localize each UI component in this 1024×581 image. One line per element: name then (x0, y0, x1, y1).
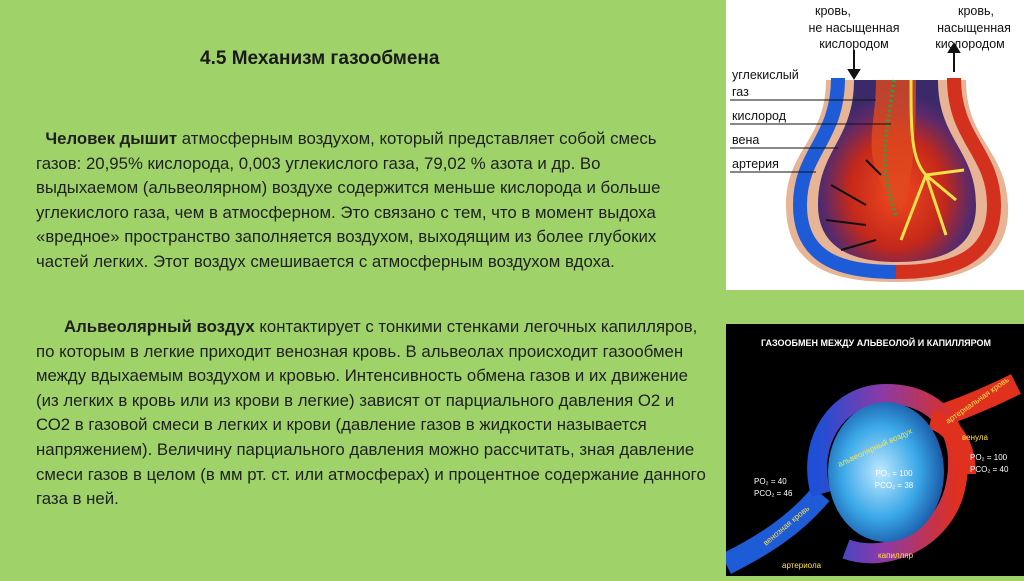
arterial-pco2: PCO₂ = 40 (970, 465, 1009, 474)
deoxygenated-label-2: не насыщенная (808, 21, 900, 35)
arterial-blood-label: артериальная кровь (943, 375, 1011, 426)
diagram-title: ГАЗООБМЕН МЕЖДУ АЛЬВЕОЛОЙ И КАПИЛЛЯРОМ (761, 338, 991, 348)
oxygenated-label-1: кровь, (958, 4, 994, 18)
deoxygenated-label-1: кровь, (815, 4, 851, 18)
arterial-values (970, 453, 1009, 474)
venous-vessel (726, 494, 821, 564)
arterial-po2: PO₂ = 100 (970, 453, 1008, 462)
label-co2-2: газ (732, 85, 749, 99)
venous-values (754, 477, 793, 498)
paragraph-2-text: контактирует с тонкими стенками легочных капилляров, по которым в легкие приходит венозная кровь. В альвеолах происходит газообмен между вдыхаемым воздухом и кровью. Интенсивность обмена газов и их движение (из легких в кровь или из крови в легкие) зависят от парциального давления О2 и СО2 в газовой смеси в легких и крови (давление газов в жидкости называется напряжением). Величину парциального давления можно рассчитать, зная давление смеси газов в целом (в мм рт. ст. или атмосферах) и процентное содержание данного газа в ней. (36, 317, 706, 509)
paragraph-1-lead: Человек дышит (45, 129, 178, 148)
paragraph-1-text: атмосферным воздухом, который представляет собой смесь газов: 20,95% кислорода, 0,003 углекислого газа, 79,02 % азота и др. Во выдыхаемом (альвеолярном) воздухе содержится меньше кислорода и больше углекислого газа, чем в атмосферном. Это связано с тем, что в момент выдоха «вредное» пространство заполняется воздухом, выходящим из более глубоких частей легких. Этот воздух смешивается с атмосферным воздухом вдоха. (36, 129, 661, 271)
gas-exchange-diagram (726, 324, 1024, 576)
capillary-label: капилляр (878, 551, 914, 560)
paragraph-1 (36, 127, 706, 275)
venous-blood-label: венозная кровь (761, 503, 812, 548)
paragraph-2 (36, 315, 706, 512)
label-artery: артерия (732, 157, 779, 171)
label-vein: вена (732, 133, 760, 147)
arteriola-label: артериола (782, 561, 822, 570)
top-labels (808, 4, 1010, 51)
venous-po2: PO₂ = 40 (754, 477, 787, 486)
alveolar-pco2: PCO₂ = 38 (874, 481, 914, 490)
alveolus-diagram-svg (726, 0, 1024, 290)
alveolar-air-label: альвеолярный воздух (836, 426, 914, 469)
label-oxygen: кислород (732, 109, 787, 123)
alveolus-diagram (726, 0, 1024, 290)
side-labels (732, 68, 799, 171)
gas-exchange-svg (726, 324, 1024, 576)
deoxygenated-label-3: кислородом (819, 37, 889, 51)
label-co2-1: углекислый (732, 68, 799, 82)
venous-pco2: PCO₂ = 46 (754, 489, 793, 498)
oxygenated-label-3: кислородом (935, 37, 1005, 51)
venula-label: венула (962, 433, 988, 442)
alveolar-po2: PO₂ = 100 (875, 469, 913, 478)
oxygenated-label-2: насыщенная (937, 21, 1011, 35)
slide-title: 4.5 Механизм газообмена (200, 48, 440, 69)
paragraph-2-lead: Альвеолярный воздух (63, 317, 255, 336)
